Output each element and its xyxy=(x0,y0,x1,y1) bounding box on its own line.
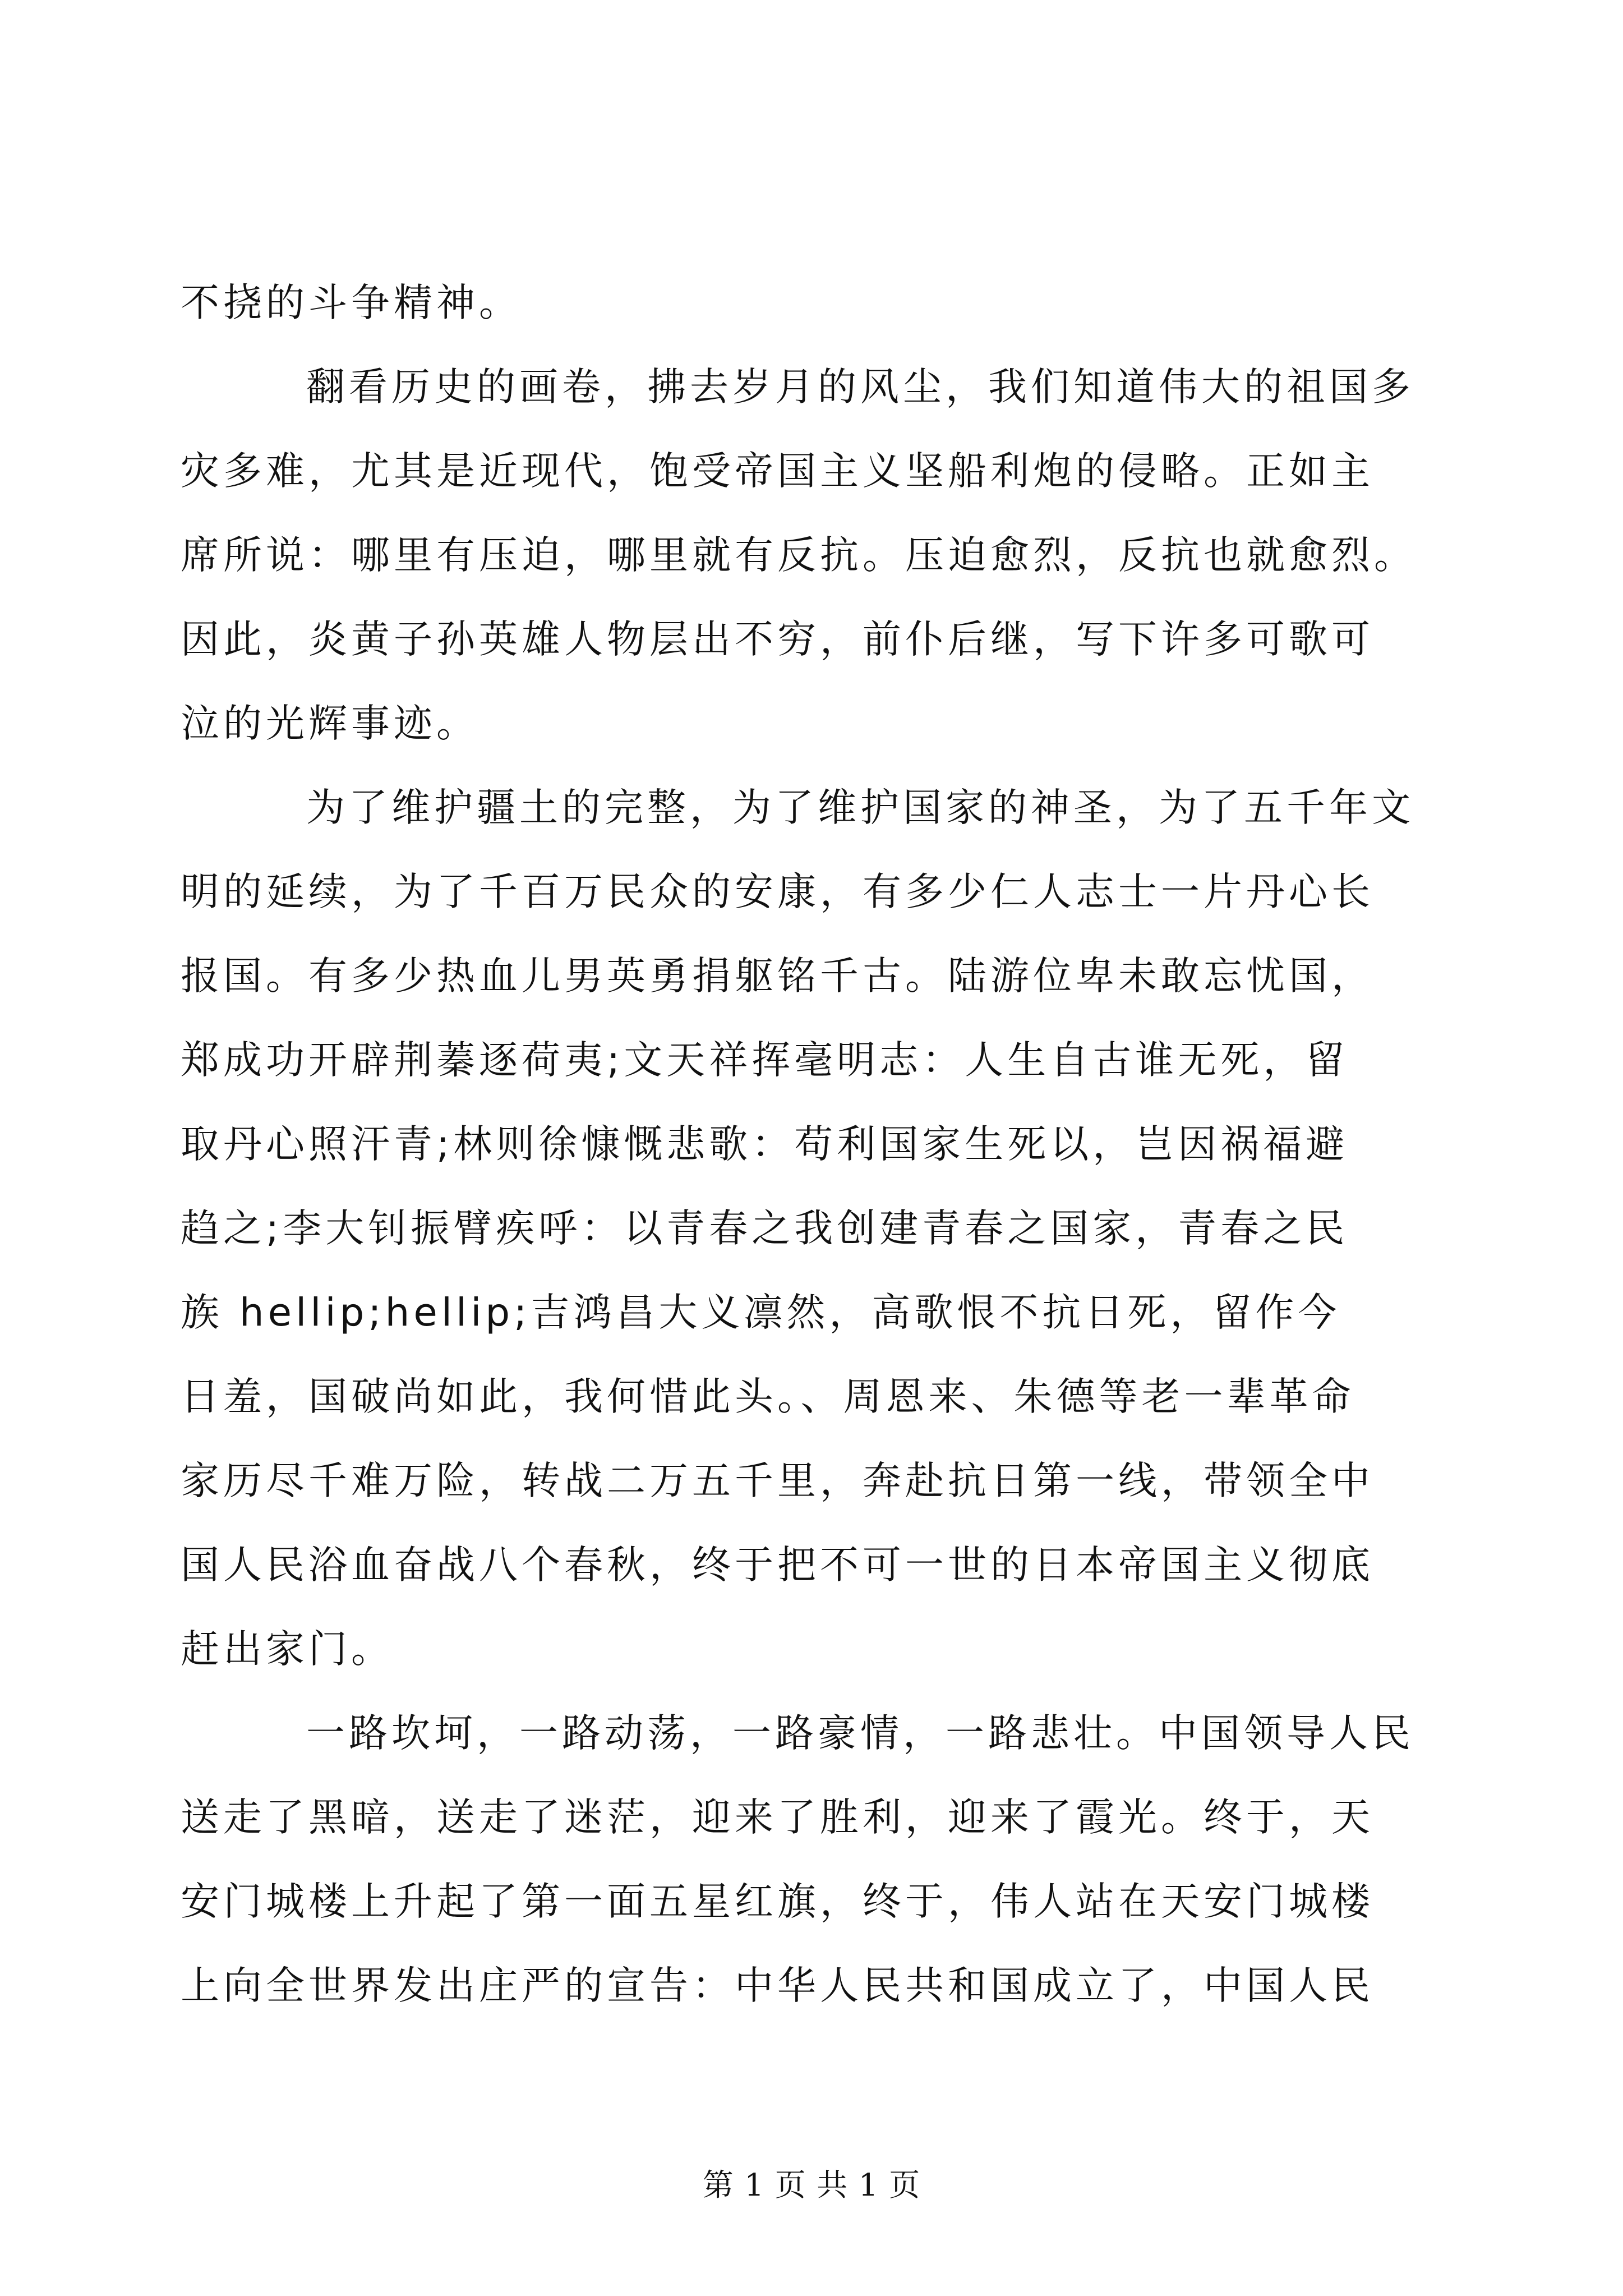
page-footer: 第 1 页 共 1 页 xyxy=(702,2167,921,2203)
document-body xyxy=(181,261,1435,2028)
text-line-1: 不挠的斗争精神。 xyxy=(181,280,522,325)
text-line-6: 泣的光辉事迹。 xyxy=(181,701,479,746)
paragraph-line-18: 一路坎坷，一路动荡，一路豪情，一路悲壮。中国领导人民 xyxy=(306,1711,1414,1756)
text-line-14: 日羞，国破尚如此，我何惜此头。、周恩来、朱德等老一辈革命 xyxy=(181,1374,1355,1419)
text-line-5: 因此，炎黄子孙英雄人物层出不穷，前仆后继，写下许多可歌可 xyxy=(181,617,1374,662)
text-line-20: 安门城楼上升起了第一面五星红旗，终于，伟人站在天安门城楼 xyxy=(181,1879,1374,1924)
text-line-15: 家历尽千难万险，转战二万五千里，奔赴抗日第一线，带领全中 xyxy=(181,1458,1374,1503)
text-line-21: 上向全世界发出庄严的宣告：中华人民共和国成立了，中国人民 xyxy=(181,1963,1374,2008)
text-line-12: 趋之;李大钊振臂疾呼：以青春之我创建青春之国家，青春之民 xyxy=(181,1206,1349,1251)
text-line-9: 报国。有多少热血儿男英勇捐躯铭千古。陆游位卑未敢忘忧国， xyxy=(181,954,1374,999)
text-line-16: 国人民浴血奋战八个春秋，终于把不可一世的日本帝国主义彻底 xyxy=(181,1543,1374,1588)
paragraph-line-2: 翻看历史的画卷，拂去岁月的风尘，我们知道伟大的祖国多 xyxy=(306,365,1414,409)
text-line-13: 族 hellip;hellip;吉鸿昌大义凛然，高歌恨不抗日死，留作今 xyxy=(181,1290,1341,1335)
text-line-19: 送走了黑暗，送走了迷茫，迎来了胜利，迎来了霞光。终于，天 xyxy=(181,1795,1374,1840)
text-line-11: 取丹心照汗青;林则徐慷慨悲歌：苟利国家生死以，岂因祸福避 xyxy=(181,1122,1349,1167)
paragraph-line-7: 为了维护疆土的完整，为了维护国家的神圣，为了五千年文 xyxy=(306,785,1414,830)
text-line-4: 席所说：哪里有压迫，哪里就有反抗。压迫愈烈，反抗也就愈烈。 xyxy=(181,533,1417,578)
text-line-17: 赶出家门。 xyxy=(181,1627,394,1672)
text-line-3: 灾多难，尤其是近现代，饱受帝国主义坚船利炮的侵略。正如主 xyxy=(181,449,1374,494)
text-line-10: 郑成功开辟荆蓁逐荷夷;文天祥挥毫明志：人生自古谁无死，留 xyxy=(181,1038,1349,1083)
text-line-8: 明的延续，为了千百万民众的安康，有多少仁人志士一片丹心长 xyxy=(181,869,1374,914)
